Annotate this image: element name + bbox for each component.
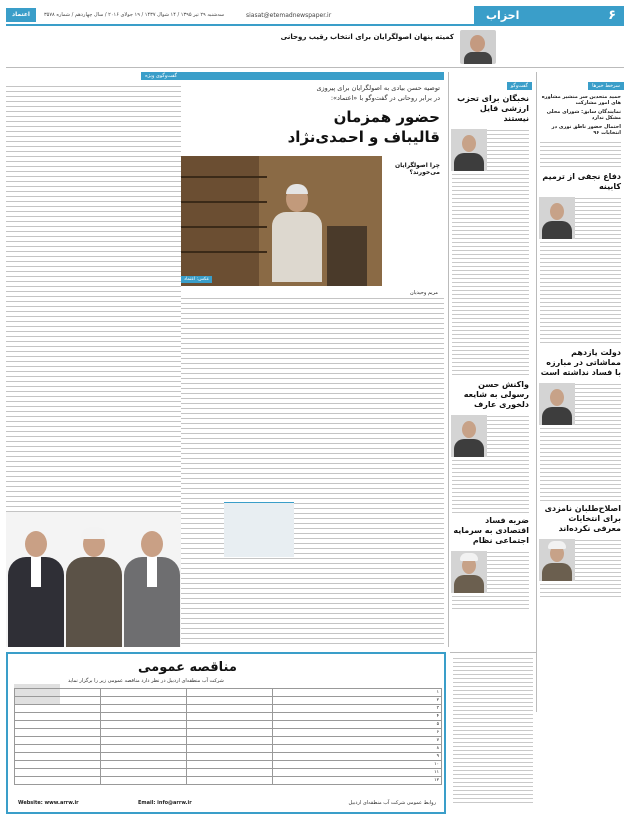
table-cell: ۸: [272, 745, 441, 753]
news-bullet: حمید متحدین سر منشیر مشاوره های امور مشارکت: [541, 94, 621, 106]
table-cell: [186, 753, 272, 761]
portrait-photo: [451, 129, 487, 171]
tender-advertisement: [6, 652, 446, 814]
table-cell: ۳: [272, 705, 441, 713]
center-news-column: [448, 72, 532, 647]
story-title: نخبگان برای تحزب ارزشی قایل نیستند: [457, 94, 529, 123]
table-cell: ۴: [272, 713, 441, 721]
date-line: سه‌شنبه ۲۹ تیر ۱۳۹۵ / ۱۴ شوال ۱۴۳۷ / ۱۹ جولای ۲۰۱۶ / سال چهاردهم / شماره ۳۵۷۸: [44, 12, 225, 18]
portrait-photo: [539, 539, 575, 581]
portrait-photo: [539, 383, 575, 425]
table-cell: [15, 697, 101, 705]
ad-footer-note: روابط عمومی شرکت آب منطقه‌ای اردبیل: [348, 800, 436, 806]
ad-intro: شرکت آب منطقه‌ای اردبیل در نظر دارد مناقصه عمومی زیر را برگزار نماید: [68, 678, 224, 684]
table-cell: [100, 761, 186, 769]
section-tab: [474, 6, 624, 26]
table-cell: [186, 689, 272, 697]
table-cell: [15, 753, 101, 761]
person-figure: [64, 527, 124, 647]
table-row: [15, 713, 442, 721]
table-cell: [15, 737, 101, 745]
table-cell: ۹: [272, 753, 441, 761]
table-cell: ۷: [272, 737, 441, 745]
story-headline: قالیباف و احمدی‌نژاد: [287, 128, 440, 146]
table-row: [15, 721, 442, 729]
person-figure: [6, 527, 66, 647]
table-cell: [186, 705, 272, 713]
pull-quote-box: [224, 502, 294, 557]
interview-photo: [177, 156, 382, 286]
table-row: [15, 769, 442, 777]
table-cell: ۶: [272, 729, 441, 737]
photo-caption: عکس: اعتماد: [181, 276, 212, 283]
bottom-right-text: [450, 652, 536, 814]
table-cell: [15, 729, 101, 737]
story-title: اصلاح‌طلبان نامزدی برای انتخابات معرفی نکرده‌اند: [544, 504, 621, 533]
interview-body-text: [6, 82, 181, 512]
lead-portrait: [460, 30, 496, 64]
portrait-photo: [539, 197, 575, 239]
ad-title: مناقصه عمومی: [138, 660, 237, 675]
table-cell: [100, 689, 186, 697]
table-cell: ۵: [272, 721, 441, 729]
column-tag: سرخط خبرها: [588, 82, 624, 90]
table-cell: [186, 745, 272, 753]
column-tag: گفت‌وگوی ویژه: [141, 72, 181, 80]
table-cell: [186, 697, 272, 705]
table-cell: [15, 777, 101, 785]
table-cell: ۲: [272, 697, 441, 705]
story-headline: حضور همزمان: [333, 108, 440, 126]
table-cell: [100, 729, 186, 737]
table-row: [15, 697, 442, 705]
table-cell: ۱۰: [272, 761, 441, 769]
lead-title: کمیته پنهان اصولگرایان برای انتخاب رقیب روحانی: [280, 33, 454, 41]
table-cell: [100, 737, 186, 745]
story-title: دفاع نجفی از ترمیم کابینه: [542, 172, 621, 191]
table-cell: [186, 761, 272, 769]
ad-email: Email: info@arrw.ir: [138, 800, 192, 806]
story-subtitle: توصیه حسن بیادی به اصولگرایان برای پیروزی: [316, 84, 440, 92]
table-cell: [15, 769, 101, 777]
page-number: ۶: [608, 8, 616, 23]
table-row: [15, 705, 442, 713]
main-story: [174, 72, 444, 647]
politicians-photo: [6, 512, 181, 647]
story-title: ضربه فساد اقتصادی به سرمایه اجتماعی نظام: [453, 516, 529, 545]
left-interview-column: [6, 72, 181, 647]
table-cell: [100, 697, 186, 705]
table-cell: [15, 721, 101, 729]
news-bullet: نمایندگان سابق: شورای محلی مشکل ندارد: [546, 109, 621, 121]
table-cell: [15, 761, 101, 769]
table-cell: ۱۱: [272, 769, 441, 777]
table-cell: [100, 721, 186, 729]
table-cell: [100, 753, 186, 761]
news-bullet: احتمال حضور ناطق نوری در انتخابات ۹۶: [551, 124, 621, 136]
table-cell: [186, 737, 272, 745]
portrait-photo: [451, 415, 487, 457]
table-cell: [186, 729, 272, 737]
story-kicker-bar: [174, 72, 444, 80]
person-figure: [122, 527, 181, 647]
table-cell: [186, 713, 272, 721]
right-news-column: [536, 72, 624, 712]
body-text: [453, 655, 533, 805]
ad-website: Website: www.arrw.ir: [18, 800, 79, 806]
page-header: [6, 6, 624, 26]
table-row: [15, 689, 442, 697]
story-subtitle: در برابر روحانی در گفت‌وگو با «اعتماد»:: [330, 94, 440, 102]
table-cell: [100, 745, 186, 753]
table-cell: [100, 777, 186, 785]
table-row: [15, 777, 442, 785]
section-email: siasat@etemadnewspaper.ir: [246, 12, 332, 19]
column-tag: گفت‌وگو: [507, 82, 532, 90]
table-cell: [100, 705, 186, 713]
table-cell: [186, 769, 272, 777]
story-title: واکنش حسن رسولی به شایعه دلخوری عارف: [463, 380, 529, 409]
portrait-photo: [451, 551, 487, 593]
tender-table: [14, 688, 442, 785]
section-name: احزاب: [486, 9, 520, 22]
lead-story: [6, 30, 624, 68]
table-row: [15, 729, 442, 737]
table-row: [15, 737, 442, 745]
table-cell: [100, 713, 186, 721]
table-row: [15, 753, 442, 761]
table-cell: ۱: [272, 689, 441, 697]
lead-body-text: [10, 44, 454, 66]
table-row: [15, 745, 442, 753]
table-cell: [186, 721, 272, 729]
story-title: دولت یازدهم مماشاتی در مبارزه با فساد نداشته است: [540, 348, 621, 377]
table-cell: [15, 713, 101, 721]
table-row: [15, 761, 442, 769]
table-cell: [15, 705, 101, 713]
story-body-text: [174, 294, 444, 644]
table-cell: [186, 777, 272, 785]
body-text: [540, 139, 621, 169]
newspaper-logo: اعتماد: [6, 8, 36, 22]
quote-title: چرا اصولگرایان می‌خورند؟: [395, 162, 440, 176]
table-cell: [15, 689, 101, 697]
table-cell: [100, 769, 186, 777]
table-cell: [15, 745, 101, 753]
story-author: مریم وحیدیان: [410, 290, 438, 296]
table-cell: ۱۲: [272, 777, 441, 785]
